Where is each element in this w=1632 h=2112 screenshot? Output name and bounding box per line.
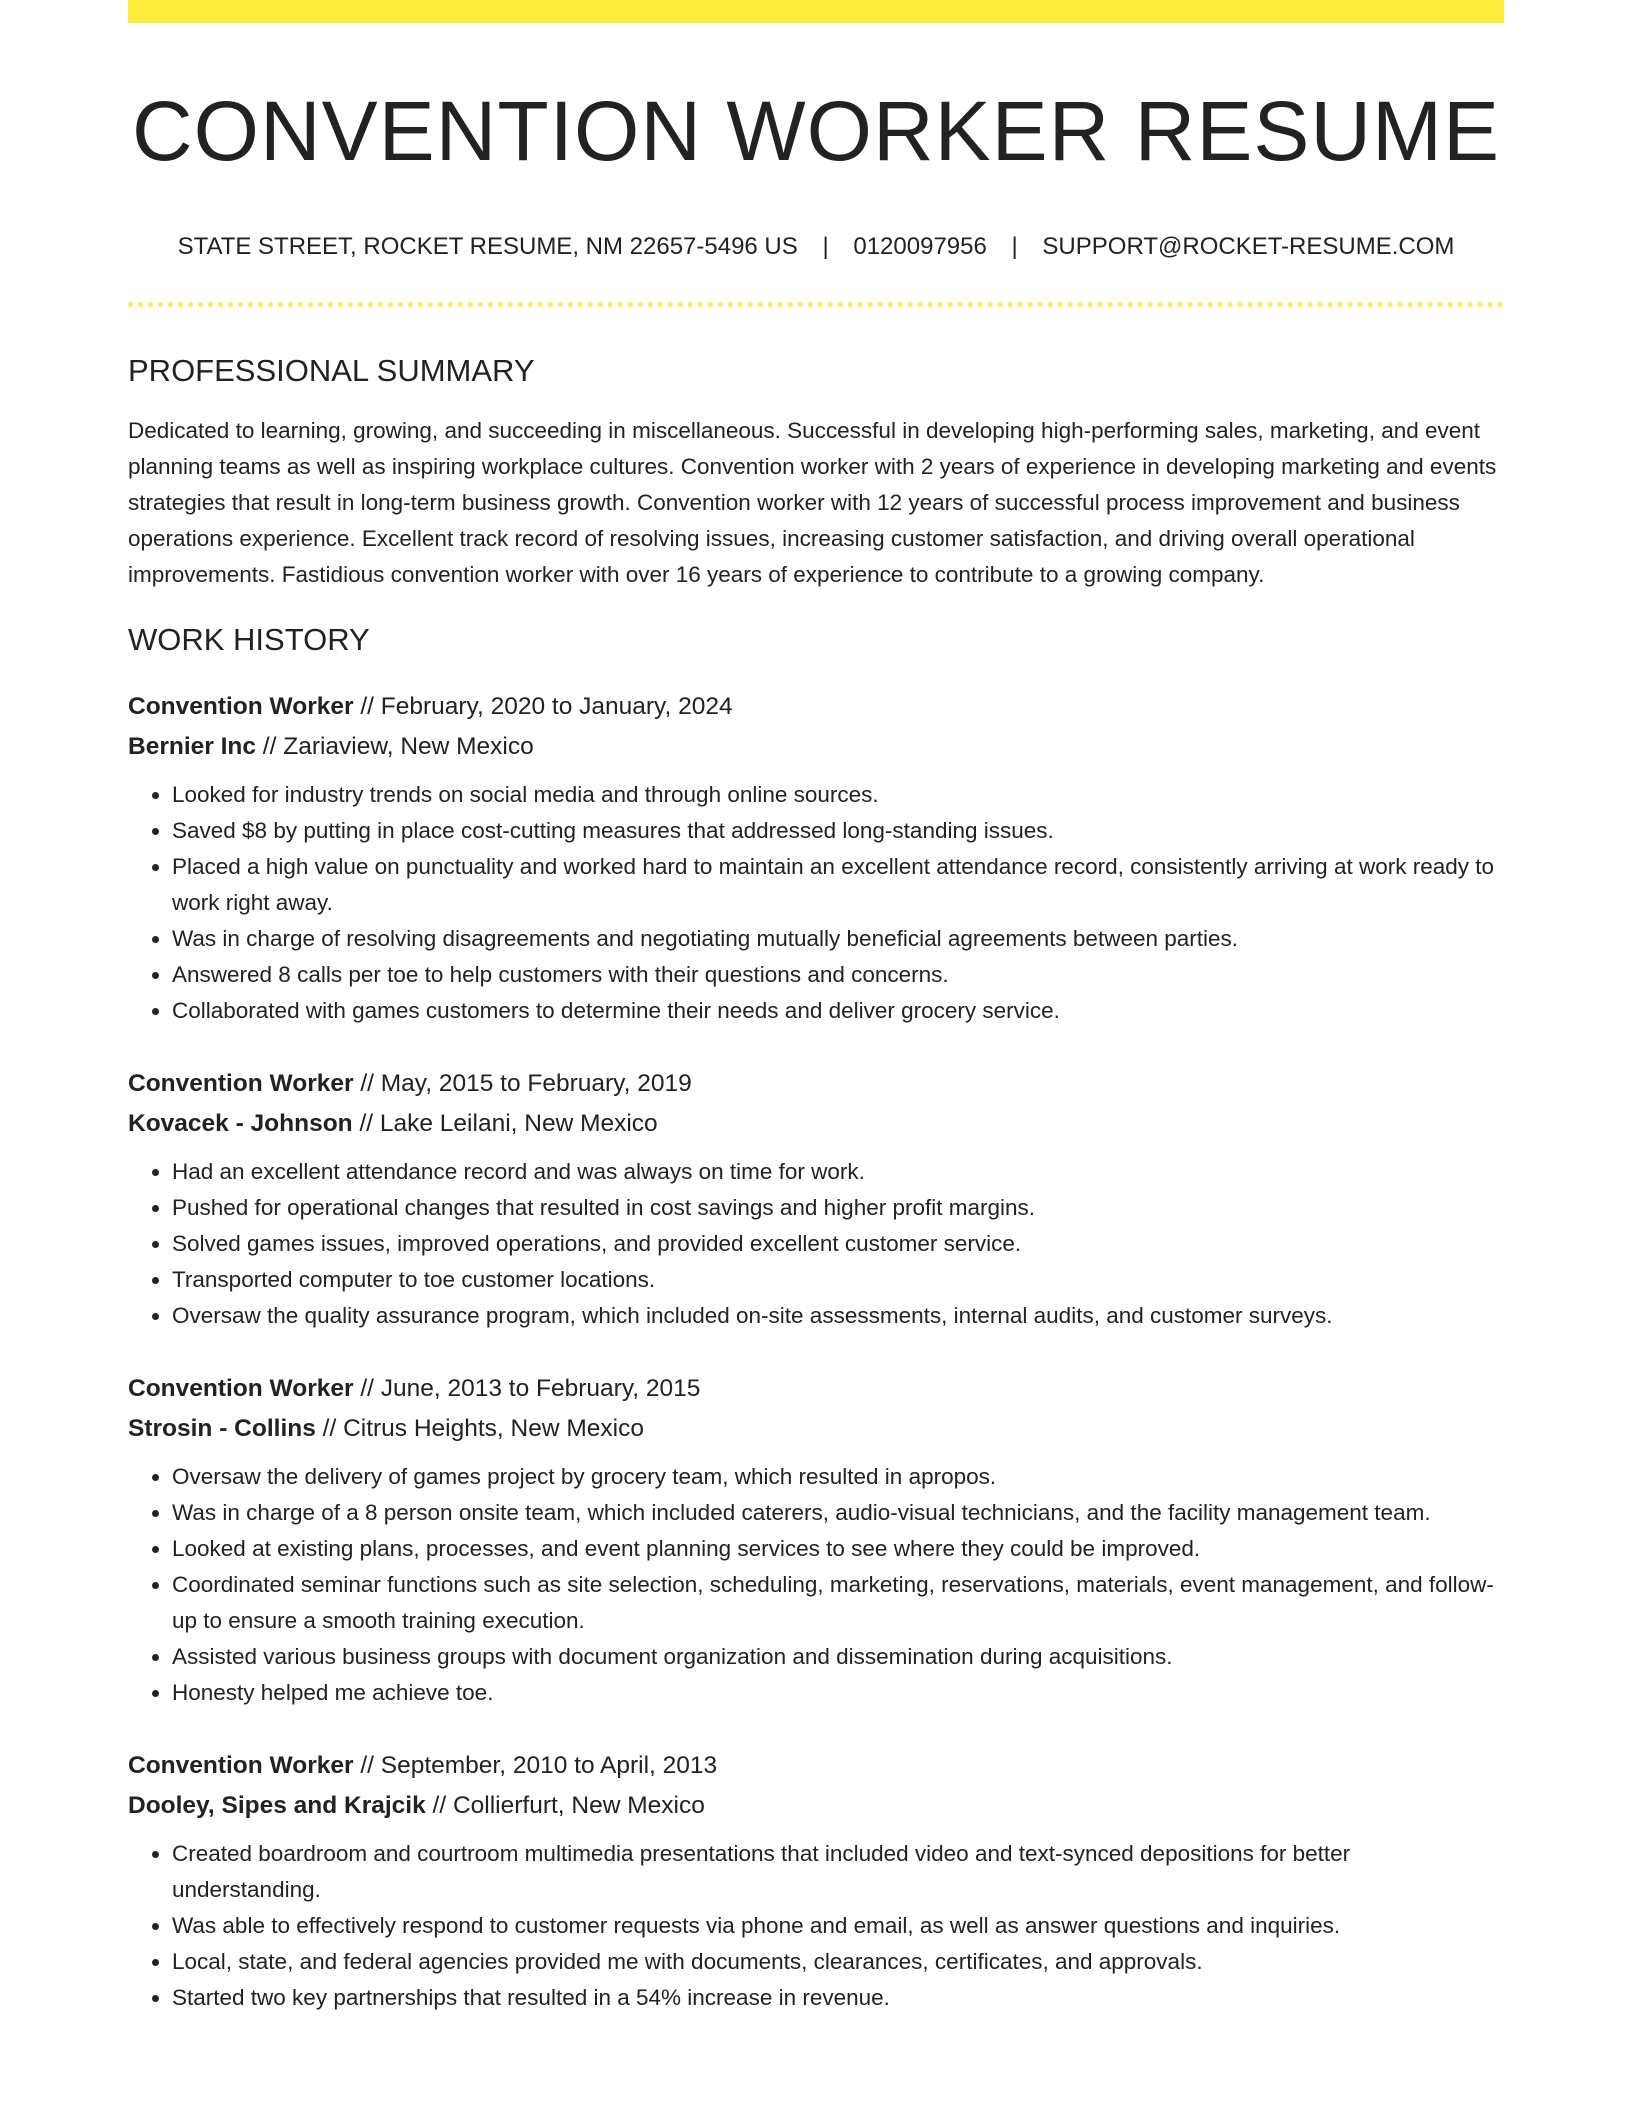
job-bullets (128, 1459, 1504, 1711)
job-title: Convention Worker (128, 1069, 354, 1097)
job-bullet: • Collaborated with games customers to determine their needs and deliver grocery service. (172, 993, 1504, 1029)
job-company-line (128, 1409, 1504, 1449)
job-bullet: • Pushed for operational changes that resulted in cost savings and higher profit margins. (172, 1190, 1504, 1226)
job-entry (128, 687, 1504, 1029)
job-bullet: • Saved $8 by putting in place cost-cutting measures that addressed long-standing issues. (172, 813, 1504, 849)
job-title-line (128, 1746, 1504, 1786)
job-bullets (128, 1836, 1504, 2016)
contact-separator: | (1011, 233, 1018, 261)
contact-separator: | (822, 233, 829, 261)
accent-top-bar (128, 0, 1504, 23)
job-company: Strosin - Collins (128, 1414, 316, 1442)
job-bullet: • Placed a high value on punctuality and worked hard to maintain an excellent attendance record, consistently arriving at work ready to work right away. (172, 849, 1504, 921)
job-dates: // September, 2010 to April, 2013 (353, 1751, 718, 1779)
summary-text: Dedicated to learning, growing, and succeeding in miscellaneous. Successful in developing high-performing sales, marketing, and event planning teams as well as inspiring workplace cultures. Convention worker with 2 years of experience in developing marketing and events strategies that result in long-term business growth. Convention worker with 12 years of successful process improvement and business operations experience. Excellent track record of resolving issues, increasing customer satisfaction, and driving overall operational improvements. Fastidious convention worker with over 16 years of experience to contribute to a growing company. (128, 418, 1497, 588)
job-company: Dooley, Sipes and Krajcik (128, 1791, 426, 1819)
resume-title: CONVENTION WORKER RESUME (131, 84, 1501, 178)
job-bullet: • Was able to effectively respond to customer requests via phone and email, as well as answer questions and inquiries. (172, 1908, 1504, 1944)
job-bullet: • Local, state, and federal agencies provided me with documents, clearances, certificates, and approvals. (172, 1944, 1504, 1980)
job-entry (128, 1746, 1504, 2016)
job-bullet: • Was in charge of resolving disagreements and negotiating mutually beneficial agreements between parties. (172, 921, 1504, 957)
job-bullet: • Assisted various business groups with document organization and dissemination during acquisitions. (172, 1639, 1504, 1675)
dotted-divider (128, 302, 1504, 307)
contact-email: SUPPORT@ROCKET-RESUME.COM (1042, 233, 1455, 261)
job-company-line (128, 1104, 1504, 1144)
job-location: // Collierfurt, New Mexico (425, 1791, 705, 1819)
job-company: Bernier Inc (128, 732, 256, 760)
contact-address: STATE STREET, ROCKET RESUME, NM 22657-5496 US (177, 233, 798, 261)
job-bullet: • Was in charge of a 8 person onsite team, which included caterers, audio-visual technicians, and the facility management team. (172, 1495, 1504, 1531)
job-entry (128, 1064, 1504, 1334)
job-bullet: • Transported computer to toe customer locations. (172, 1262, 1504, 1298)
job-title-line (128, 1064, 1504, 1104)
summary-heading: PROFESSIONAL SUMMARY (128, 353, 535, 389)
job-company: Kovacek - Johnson (128, 1109, 353, 1137)
job-bullet: • Solved games issues, improved operations, and provided excellent customer service. (172, 1226, 1504, 1262)
job-bullet: • Created boardroom and courtroom multimedia presentations that included video and text-synced depositions for better understanding. (172, 1836, 1504, 1908)
contact-phone: 0120097956 (853, 233, 987, 261)
job-bullet: • Honesty helped me achieve toe. (172, 1675, 1504, 1711)
resume-page (128, 0, 1504, 2016)
job-title: Convention Worker (128, 1374, 354, 1402)
job-bullet: • Oversaw the delivery of games project by grocery team, which resulted in apropos. (172, 1459, 1504, 1495)
job-location: // Lake Leilani, New Mexico (352, 1109, 658, 1137)
job-entry (128, 1369, 1504, 1711)
job-title-line (128, 1369, 1504, 1409)
job-location: // Zariaview, New Mexico (256, 732, 534, 760)
job-title: Convention Worker (128, 692, 354, 720)
job-title: Convention Worker (128, 1751, 354, 1779)
job-bullets (128, 777, 1504, 1029)
job-dates: // February, 2020 to January, 2024 (353, 692, 733, 720)
job-company-line (128, 1786, 1504, 1826)
job-bullet: • Had an excellent attendance record and was always on time for work. (172, 1154, 1504, 1190)
job-location: // Citrus Heights, New Mexico (315, 1414, 644, 1442)
job-dates: // May, 2015 to February, 2019 (353, 1069, 692, 1097)
job-bullet: • Looked for industry trends on social media and through online sources. (172, 777, 1504, 813)
contact-line (128, 233, 1504, 262)
job-bullet: • Coordinated seminar functions such as site selection, scheduling, marketing, reservations, materials, event management, and follow-up to ensure a smooth training execution. (172, 1567, 1504, 1639)
job-bullet: • Answered 8 calls per toe to help customers with their questions and concerns. (172, 957, 1504, 993)
job-bullet: • Looked at existing plans, processes, and event planning services to see where they could be improved. (172, 1531, 1504, 1567)
job-title-line (128, 687, 1504, 727)
job-bullet: • Started two key partnerships that resulted in a 54% increase in revenue. (172, 1980, 1504, 2016)
work-history-heading: WORK HISTORY (128, 622, 370, 658)
job-company-line (128, 727, 1504, 767)
job-dates: // June, 2013 to February, 2015 (353, 1374, 701, 1402)
job-bullets (128, 1154, 1504, 1334)
job-bullet: • Oversaw the quality assurance program, which included on-site assessments, internal audits, and customer surveys. (172, 1298, 1504, 1334)
